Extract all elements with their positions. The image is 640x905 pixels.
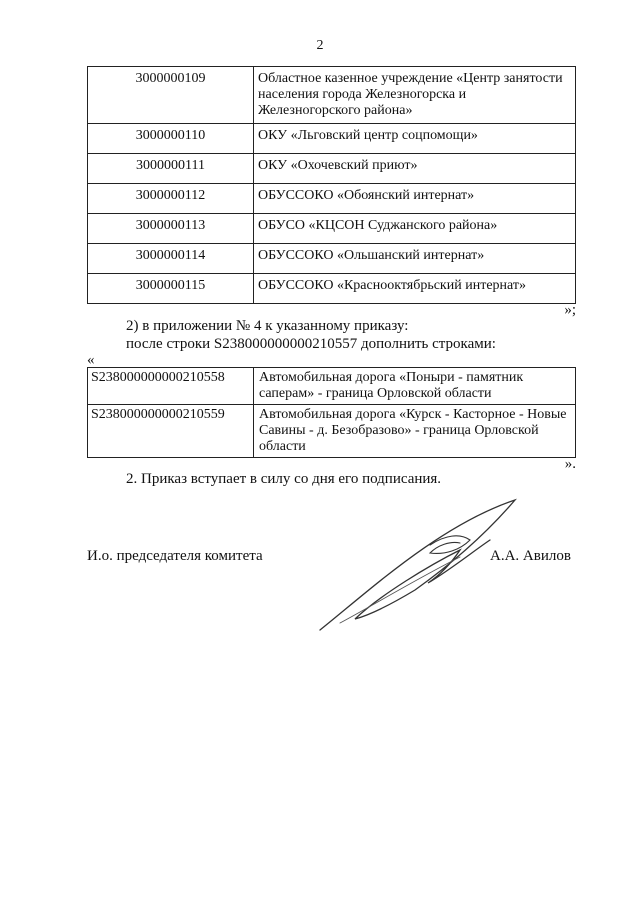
- signatory-name: А.А. Авилов: [490, 548, 571, 564]
- institution-code: 3000000115: [88, 274, 254, 304]
- table-row: [88, 214, 576, 244]
- institutions-table: [87, 66, 576, 304]
- table-row: [88, 184, 576, 214]
- after-row-text: после строки S238000000000210557 дополнить строками:: [126, 336, 496, 352]
- page-number: 2: [316, 38, 324, 53]
- table-row: [88, 124, 576, 154]
- road-name: Автомобильная дорога «Поныри - памятник саперам» - граница Орловской области: [254, 368, 576, 405]
- table-row: [88, 405, 576, 458]
- signatory-position: И.о. председателя комитета: [87, 548, 263, 564]
- table-row: [88, 244, 576, 274]
- institution-name: Областное казенное учреждение «Центр занятости населения города Железногорска и Железногорского района»: [254, 67, 576, 124]
- table1-closing-quote: »;: [564, 302, 576, 318]
- road-code: S238000000000210559: [88, 405, 254, 458]
- road-name: Автомобильная дорога «Курск - Касторное - Новые Савины - д. Безобразово» - граница Орловской области: [254, 405, 576, 458]
- table-row: [88, 274, 576, 304]
- institution-code: 3000000114: [88, 244, 254, 274]
- institution-code: 3000000111: [88, 154, 254, 184]
- table-row: [88, 67, 576, 124]
- institution-code: 3000000110: [88, 124, 254, 154]
- institution-name: ОКУ «Льговский центр соцпомощи»: [254, 124, 576, 154]
- roads-table: [87, 367, 576, 458]
- table-row: [88, 154, 576, 184]
- table2-closing-quote: ».: [564, 456, 576, 472]
- institution-code: 3000000112: [88, 184, 254, 214]
- signature-image: [310, 495, 550, 635]
- institution-name: ОБУССОКО «Обоянский интернат»: [254, 184, 576, 214]
- institution-name: ОБУССОКО «Ольшанский интернат»: [254, 244, 576, 274]
- item-2-text: 2) в приложении № 4 к указанному приказу:: [126, 318, 409, 334]
- paragraph-2: 2. Приказ вступает в силу со дня его подписания.: [126, 471, 442, 487]
- table2-opening-quote: «: [87, 352, 95, 368]
- institution-name: ОБУСО «КЦСОН Суджанского района»: [254, 214, 576, 244]
- road-code: S238000000000210558: [88, 368, 254, 405]
- institution-name: ОКУ «Охочевский приют»: [254, 154, 576, 184]
- institution-code: 3000000109: [88, 67, 254, 124]
- institution-name: ОБУССОКО «Краснооктябрьский интернат»: [254, 274, 576, 304]
- table-row: [88, 368, 576, 405]
- institution-code: 3000000113: [88, 214, 254, 244]
